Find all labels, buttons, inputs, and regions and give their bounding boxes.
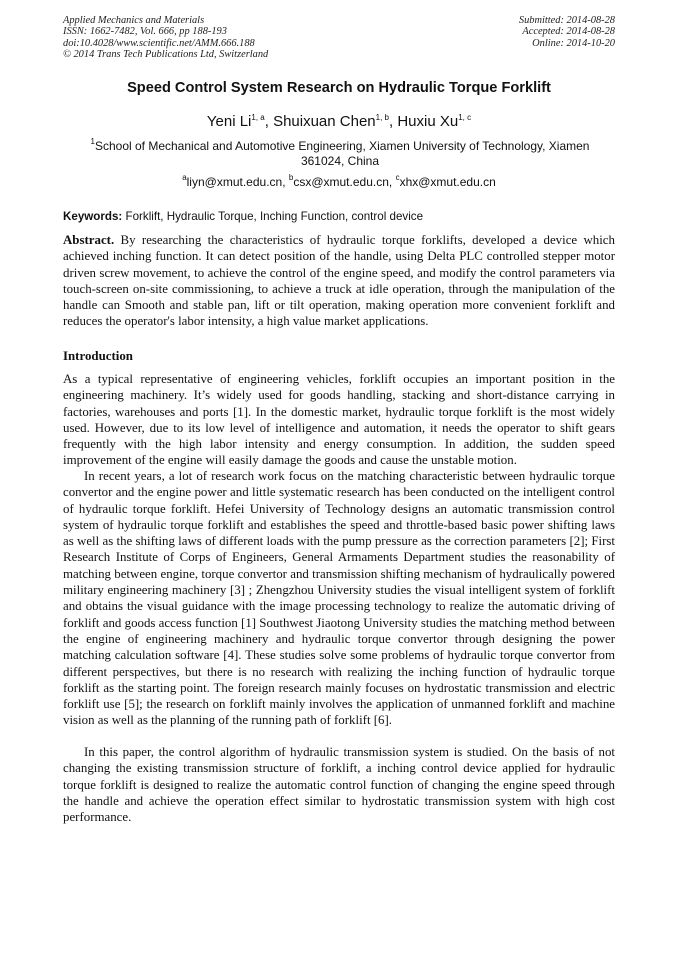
abstract-label: Abstract.	[63, 233, 115, 247]
author-affiliation-mark: 1, b	[375, 113, 389, 122]
intro-paragraph: In this paper, the control algorithm of hydraulic transmission system is studied. On the basis of not changing the existing transmission structure of forklift, a inching control device applied for hydraulic torque forklift is designed to realize the automatic control function of changing the engine speed through the handle and achieve the operation effect similar to hydrostatic transmission system with high cost performance.	[63, 745, 615, 825]
paper-title: Speed Control System Research on Hydraulic Torque Forklift	[127, 80, 551, 96]
email-address[interactable]: liyn@xmut.edu.cn	[186, 175, 283, 189]
email-list	[0, 175, 678, 189]
keywords	[63, 210, 615, 223]
email-address[interactable]: xhx@xmut.edu.cn	[399, 175, 496, 189]
author-name: Shuixuan Chen	[273, 113, 376, 130]
affiliation-text: School of Mechanical and Automotive Engineering, Xiamen University of Technology, Xiamen 361024, China	[94, 139, 590, 168]
email-mark: c	[395, 173, 400, 182]
intro-paragraph: As a typical representative of engineering vehicles, forklift occupies an important position in the engineering machinery. It’s widely used for goods handling, stacking and short-distance carrying in factories, warehouses and ports [1]. In the domestic market, hydraulic torque forklift is the most widely used. However, due to its low level of intelligence and automation, it needs the operator to shift gears frequently with the high labor intensity and energy consumption. In addition, the sudden speed improvement of the engine will easily damage the goods and cause the unstable motion.	[63, 372, 615, 468]
author-name: Huxiu Xu	[397, 113, 459, 130]
affiliation-mark: 1	[90, 137, 95, 146]
abstract	[63, 232, 615, 330]
accepted-date: Accepted: 2014-08-28	[522, 26, 615, 38]
email-mark: a	[182, 173, 187, 182]
journal-copyright: © 2014 Trans Tech Publications Ltd, Switzerland	[63, 48, 269, 60]
email-separator: ,	[388, 175, 396, 189]
journal-header-right	[519, 15, 615, 49]
email-address[interactable]: csx@xmut.edu.cn	[293, 175, 389, 189]
submitted-date: Submitted: 2014-08-28	[518, 15, 615, 26]
author-list	[0, 113, 678, 130]
keywords-text: Forklift, Hydraulic Torque, Inching Function, control device	[125, 210, 424, 223]
keywords-label: Keywords:	[63, 210, 123, 223]
section-heading-introduction: Introduction	[63, 349, 133, 363]
journal-name: Applied Mechanics and Materials	[63, 15, 205, 26]
intro-paragraph: In recent years, a lot of research work focus on the matching characteristic between hydraulic torque convertor and the engine power and little systematic research has been conducted on the intelligent control of hydraulic torque forklift. Hefei University of Technology designs an automatic transmission control system of hydraulic torque forklift and establishes the speed and throttle-based basic power shifting laws as well as the shifting laws of different loads with the pump pressure as the correction parameters [2]; First Research Institute of Corps of Engineers, General Armaments Department studies the reasonability of matching between engine, torque convertor and transmission shifting mechanism of hydraulically powered military engineering machinery [3] ; Zhengzhou University studies the visual intelligent system of forklift and obtains the visual guidance with the image processing technology to realize the automatic driving of forklift and goods access function [1] Southwest Jiaotong University studies the matching method between the engine of engineering machinery and hydraulic torque convertor through designing the power matching calculation software [4]. These studies solve some problems of hydraulic torque convertor from different perspectives, but there is no research with realizing the inching function of hydraulic torque forklift as the starting point. The foreign research mainly focuses on hydrostatic transmission and electric forklift use [5]; the research on forklift mainly involves the application of unmanned forklift and machine vision as well as the planning of the running path of forklift [6].	[63, 469, 615, 728]
journal-header-left	[63, 15, 268, 60]
abstract-text: By researching the characteristics of hydraulic torque forklifts, developed a device which achieved inching function. It can detect position of the handle, using Delta PLC controlled stepper motor driven screw movement, to achieve the control of the engine speed, and modify the control parameters via touch-screen on-site commissioning, to achieve a truck at idle operation, through the manipulation of the handle can Smooth and stable pan, lift or tilt operation, making operation more convenient forklift and reduces the operator's labor intensity, a high value market applications.	[63, 233, 615, 329]
affiliation	[72, 139, 608, 169]
author-affiliation-mark: 1, c	[458, 113, 472, 122]
journal-issn: ISSN: 1662-7482, Vol. 666, pp 188-193	[63, 26, 227, 38]
author-separator: ,	[264, 113, 274, 130]
author-affiliation-mark: 1, a	[251, 113, 265, 122]
author-separator: ,	[388, 113, 398, 130]
email-mark: b	[288, 173, 294, 182]
author-name: Yeni Li	[206, 113, 252, 130]
email-separator: ,	[282, 175, 289, 189]
journal-doi: doi:10.4028/www.scientific.net/AMM.666.188	[63, 37, 255, 49]
online-date: Online: 2014-10-20	[532, 37, 615, 49]
